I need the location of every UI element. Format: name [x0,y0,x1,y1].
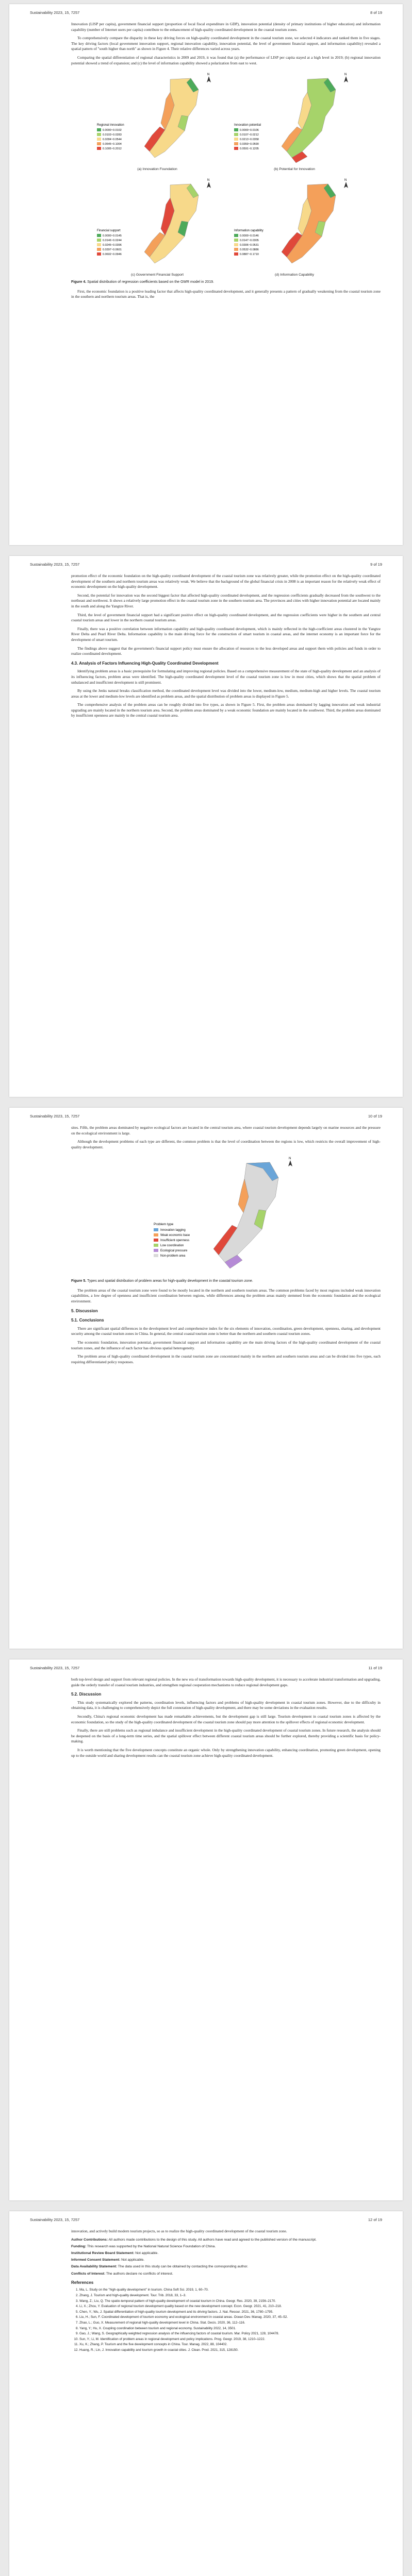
paragraph: Although the development problems of each type are different, the common problem is that the level of coordination between the regions is low, which restricts the overall improvement of high-quality development. [71,1139,381,1149]
map-innovation-foundation [93,69,222,167]
legend-item: 0.0602~0.0946 [103,252,122,256]
page-10 [9,1108,403,1649]
funding [71,2244,381,2249]
legend-item: 0.0103~0.0283 [103,133,122,137]
legend-title: Regional innovation [97,124,124,127]
paragraph: sites. Fifth, the problem areas dominated by negative ecological factors are located in the central tourism area, where coastal tourism development depends largely on marine resources and the pressure on the ecological environment is large. [71,1125,381,1136]
page-11 [9,1659,403,2200]
subcaption-a: (a) Innovation Foundation [137,167,177,172]
running-header [9,556,403,572]
page-body [71,573,381,722]
reference-item: 12. Huang, R.; Lin, J. Innovation capability and tourism growth in coastal cities. J. Clean. Prod. 2021, 315, 128150. [79,2348,381,2353]
svg-text:N: N [207,73,210,77]
map-panel-a [93,69,222,173]
page-12 [9,2211,403,2576]
legend-item: 0.0887~0.1710 [240,252,259,256]
subcaption-d: (d) Information Capability [275,273,314,277]
references-list [71,2288,381,2352]
journal-name: Sustainability 2023, 15, 7257 [30,562,80,567]
page-body [71,1125,381,1368]
legend-item: 0.0591~0.1205 [240,147,259,151]
map-problem-areas [149,1153,303,1277]
paragraph: There are significant spatial differences in the development level and comprehensive index for the six elements of innovation, coordination, green development, openness, sharing, and development security among the coastal tourism zones in China. In general, the central coastal tourism zone is better than the northern and southern coastal tourism zones. [71,1326,381,1336]
reference-item: 3. Wang, Z.; Liu, Q. The spatio-temporal pattern of high-quality development of coastal tourism in China. Geogr. Res. 2020, 39, 2156–2170. [79,2299,381,2304]
legend-item: 0.0000~0.0146 [240,234,259,238]
irb-statement [71,2251,381,2256]
legend-item: Ecological pressure [160,1249,188,1253]
paragraph: The economic foundation, innovation potential, government financial support and information capability are the main driving factors of the high-quality coordinated development of the coastal tourism zones, and the influence of each factor has obvious spatial heterogeneity. [71,1340,381,1350]
paragraph: Comparing the spatial differentiation of regional characteristics in 2009 and 2019, it was found that (a) the performance of LISP per capita stayed at a high level in 2019; (b) regional innovation potential showed a trend of expansion; and (c) the level of information capability showed a polarization from east to west. [71,55,381,65]
reference-item: 4. Li, X.; Zhou, Y. Evaluation of regional tourism development quality based on the new development concept. Econ. Geogr. 2021, 41, 210–218. [79,2304,381,2309]
journal-name: Sustainability 2023, 15, 7257 [30,1666,80,1670]
reference-item: 6. Liu, H.; Sun, F. Coordinated development of tourism economy and ecological environment in coastal areas. Ocean Dev. Manag. 2020, 37, 45–52. [79,2315,381,2320]
map-information-capability [230,175,359,273]
legend-item: 0.0213~0.0358 [240,138,259,142]
legend-item: Innovation lagging [160,1229,186,1232]
label: Informed Consent Statement: [71,2258,121,2262]
label: Data Availability Statement: [71,2265,118,2269]
paragraph: Innovation (LISP per capita), government financial support (proportion of local fiscal expenditure in GDP), innovation potential (density of primary institutions of higher education) and information capability (number of Internet users per capita) contribute to the enhancement of high-quality coordinated development in the coastal tourism zones. [71,22,381,32]
text: All authors made contributions to the design of this study. All authors have read and agreed to the published version of the manuscript. [108,2238,317,2242]
map-panel-b [230,69,359,173]
map-panel-c [93,175,222,278]
subcaption-b: (b) Potential for Innovation [274,167,315,172]
paragraph: It is worth mentioning that the five development concepts constitute an organic whole. Only by strengthening innovation capability, enhancing coordination, promoting green development, opening up to the outside world and sharing development results can the coastal tourism zone achieve high-quality coordinated development. [71,1747,381,1758]
paragraph: Third, the level of government financial support had a significant positive effect on high-quality coordinated development, and the regression coefficients were higher in the southern and central coastal tourism areas and lower in the northern coastal tourism areas. [71,612,381,623]
figure-4-row-1 [71,69,381,173]
paragraph: Finally, there are still problems such as regional imbalance and insufficient development in the high-quality coordinated development of coastal tourism zones. In future research, the analysis should be deepened on the basis of a long-term time series, and the spatial spillover effect between different coastal tourism areas should be further explored, thereby providing a scientific basis for policy-making. [71,1728,381,1744]
page-number: 9 of 19 [370,562,382,567]
conflicts [71,2272,381,2276]
legend-item: 0.0359~0.0590 [240,143,259,146]
paragraph: The findings above suggest that the government's financial support policy must ensure the allocation of resources to the less developed areas and support them with policies and funds in order to realize coordinated development. [71,646,381,656]
paragraph: Secondly, China's regional economic development has made remarkable achievements, but the development gap is still large. Tourism development in coastal tourism zones is affected by the economic foundation, so the study of the high-quality coordinated development of the coastal tourism zone should pay more attention to the spillover effects of regional economic development. [71,1714,381,1724]
text: Not applicable. [135,2251,159,2255]
svg-text:N: N [344,73,347,77]
page-9 [9,556,403,1097]
section-heading: 5. Discussion [71,1308,98,1313]
legend-item: 0.0284~0.0544 [103,138,122,142]
legend-item: 0.0146~0.0244 [103,239,122,242]
page-number: 10 of 19 [368,1114,382,1118]
page-number: 12 of 19 [368,2217,382,2222]
legend-item: 0.0397~0.0601 [103,248,122,251]
reference-item: 10. Sun, Y.; Li, M. Identification of problem areas in regional development and policy implications. Prog. Geogr. 2019, 38, 1210–1222. [79,2337,381,2342]
legend-item: Insufficient openness [160,1239,190,1243]
page-body [71,22,381,303]
running-header [9,2211,403,2228]
running-header [9,1659,403,1676]
map-panel-d [230,175,359,278]
reference-item: 7. Zhao, L.; Guo, X. Measurement of regional high-quality development level in China. Stat. Decis. 2020, 36, 112–116. [79,2321,381,2326]
caption-label: Figure 5. [71,1279,87,1283]
reference-item: 2. Zhang, J. Tourism and high-quality development. Tour. Trib. 2018, 33, 1–3. [79,2294,381,2298]
paragraph: promotion effect of the economic foundation on the high-quality coordinated development of the coastal tourism zone was relatively greater, while the promotion effect on the high-quality coordinated development of the southern and northern tourism areas was relatively weak. We believe that the background of the global financial crisis in 2008 is an important reason for the relatively weak effect of economic development on the high-quality development. [71,573,381,589]
legend-item: 0.0245~0.0396 [103,243,122,247]
text: This research was supported by the National Natural Science Foundation of China. [87,2244,216,2248]
legend-item: 0.0306~0.0531 [240,243,259,247]
figure-5-caption [71,1279,381,1284]
page-body [71,1677,381,1761]
page-number: 11 of 19 [368,1666,382,1670]
paragraph: The problem areas of high-quality coordinated development in the coastal tourism zone are concentrated mainly in the northern and southern tourism areas and can be divided into five types, each requiring differentiated policy responses. [71,1354,381,1364]
text: Not applicable. [121,2258,145,2262]
caption-text: Spatial distribution of regression coefficients based on the GWR model in 2019. [87,280,214,284]
legend-title: Information capability [234,229,263,232]
page-8 [9,4,403,545]
author-contributions [71,2238,381,2242]
reference-item: 5. Chen, Y.; Wu, J. Spatial differentiation of high-quality tourism development and its driving factors. J. Nat. Resour. 2021, 36, 1780–1795. [79,2310,381,2315]
legend-item: Low coordination [160,1244,184,1248]
paragraph: innovation, and actively build modern tourism projects, so as to realize the high-quality coordinated development of the coastal tourism zone. [71,2229,287,2233]
figure-4-caption [71,280,381,285]
legend-item: 0.1005~0.2012 [103,147,122,151]
map-problem-types [149,1153,303,1277]
paragraph: By using the Jenks natural breaks classification method, the coordinated development level was divided into the lower, medium-low, medium, medium-high and higher levels. The coastal tourism areas at the lower and medium-low levels are identified as problem areas, and the spatial distribution of problem areas is displayed in Figure 5. [71,688,381,699]
reference-item: 8. Yang, Y.; Hu, X. Coupling coordination between tourism and regional economy. Sustainability 2022, 14, 3501. [79,2327,381,2331]
paragraph: The problem areas of the coastal tourism zone were found to be mostly located in the northern and southern tourism areas. The common problems faced by most regions included weak innovation capabilities, a low degree of openness and insufficient coordination between regions, while differences among the problem areas mainly stemmed from the economic foundation and the ecological environment. [71,1287,381,1304]
svg-text:N: N [344,178,347,182]
legend-item: 0.0000~0.0102 [103,129,122,132]
running-header [9,1108,403,1124]
label: Institutional Review Board Statement: [71,2251,135,2255]
figure-4-row-2 [71,175,381,278]
svg-text:N: N [207,178,210,182]
legend-title: Innovation potential [234,124,261,127]
legend-item: 0.0147~0.0305 [240,239,259,242]
label: Author Contributions: [71,2238,108,2242]
paragraph: Second, the potential for innovation was the second biggest factor that affected high-quality coordinated development, and the regression coefficients gradually decreased from the southwest to the northeast and northwest. It shows a relatively large promotion effect in the coastal tourism zone in the southern tourism area. The provinces and cities with higher innovation potential are located mainly in the south and along the Yangtze River. [71,592,381,608]
caption-label: Figure 4. [71,280,87,284]
paragraph: This study systematically explored the patterns, coordination levels, influencing factors and problems of high-quality development in coastal tourism zones. However, due to the difficulty in obtaining data, it is challenging to comprehensively depict the full connotation of high-quality development, and there may be some deviations in the evaluation results. [71,1700,381,1710]
legend-item: Weak economic base [160,1234,190,1238]
svg-text:N: N [289,1157,291,1161]
paragraph: Finally, there was a positive correlation between information capability and high-quality coordinated development, which is mainly reflected in the high-coefficient areas clustered in the Yangtze River Delta and Pearl River Delta. Information capability is the main driving force for the construction of smart tourism in coastal areas, and the internet economy is an important force for the development of smart tourism. [71,626,381,642]
paragraph: First, the economic foundation is a positive leading factor that affects high-quality coordinated development, and it generally presents a pattern of gradually weakening from the coastal tourism zone in the southern and northern tourism areas. That is, the [71,289,381,299]
reference-item: 11. Xu, K.; Zhang, P. Tourism and the five development concepts in China. Tour. Manag. 2022, 88, 104402. [79,2343,381,2347]
legend-title: Financial support [97,229,121,232]
paragraph: To comprehensively compare the disparity in these key driving forces on high-quality coordinated development in the coastal tourism zone, we selected 4 indicators and ranked them in five stages. The key driving factors (local government innovation support, regional innovation capability, innovation potential, the level of government financial support, and information capability) revealed a spatial pattern of "south higher than north" as shown in Figure 4. Their relative differences varied across years. [71,36,381,52]
journal-name: Sustainability 2023, 15, 7257 [30,10,80,15]
page-body [71,2229,381,2354]
running-header [9,4,403,21]
subcaption-c: (c) Government Financial Support [131,273,184,277]
legend-item: Non-problem area [160,1255,186,1258]
label: Funding: [71,2244,87,2248]
page-number: 8 of 19 [370,10,382,15]
text: The data used in this study can be obtained by contacting the corresponding author. [118,2265,249,2269]
map-potential-innovation [230,69,359,167]
paragraph: The comprehensive analysis of the problem areas can be roughly divided into five types, as shown in Figure 5. First, the problem areas dominated by lagging innovation and weak industrial upgrading are mainly located in the northern tourism area. Second, the problem areas dominated by a weak economic foundation are mainly located in the southwest. Third, the problem areas dominated by insufficient openness are mainly in the central coastal tourism area. [71,702,381,718]
reference-item: 9. Gao, J.; Wang, S. Geographically weighted regression analysis of the influencing factors of coastal tourism. Mar. Policy 2021, 128, 104478. [79,2332,381,2336]
caption-text: Types and spatial distribution of problem areas for high-quality development in the coastal tourism zone. [87,1279,253,1283]
label: Conflicts of Interest: [71,2272,106,2276]
reference-item: 1. Ma, L. Study on the "high-quality development" in tourism. China Soft Sci. 2019, 1, 60–70. [79,2288,381,2293]
section-heading: 4.3. Analysis of Factors Influencing High-Quality Coordinated Development [71,660,219,666]
subsection-heading: 5.1. Conclusions [71,1318,104,1323]
legend-item: 0.0107~0.0212 [240,133,259,137]
legend-item: 0.0000~0.0106 [240,129,259,132]
journal-name: Sustainability 2023, 15, 7257 [30,2217,80,2222]
map-financial-support [93,175,222,273]
paragraph: Identifying problem areas is a basic prerequisite for formulating and improving regional policies. Based on a comprehensive measurement of the state of high-quality development and an analysis of its influencing factors, problem areas were identified. The high-quality coordinated development level of the coastal tourism zone is low in most cities, which shows that the spatial problem of unbalanced and insufficient development is still prominent. [71,669,381,685]
figure-5 [71,1153,381,1277]
references-heading: References [71,2280,94,2285]
legend-item: 0.0000~0.0145 [103,234,122,238]
consent-statement [71,2258,381,2262]
legend-item: 0.0545~0.1004 [103,143,122,146]
back-matter [71,2238,381,2276]
subsection-heading: 5.2. Discussion [71,1692,102,1697]
legend-title: Problem type [154,1223,174,1227]
paragraph: both top-level design and support from relevant regional policies. In the new era of transformation towards high-quality development, it is necessary to accelerate industrial transformation and upgrading, guide the orderly transfer of coastal tourism industries, and strengthen regional cooperation mechanisms to reduce regional development gaps. [71,1677,381,1687]
text: The authors declare no conflicts of interest. [106,2272,173,2276]
legend-item: 0.0532~0.0886 [240,248,259,251]
journal-name: Sustainability 2023, 15, 7257 [30,1114,80,1118]
data-availability [71,2264,381,2269]
